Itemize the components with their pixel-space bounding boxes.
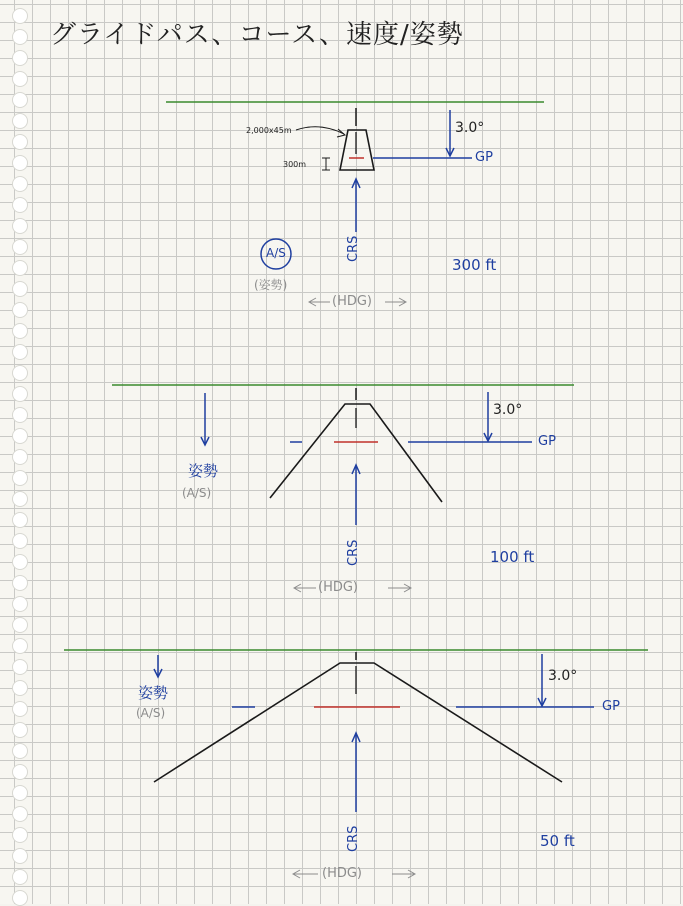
crs-label: CRS — [346, 539, 361, 566]
attitude-label: 姿勢 — [188, 462, 219, 480]
gp-angle-label: 3.0° — [493, 402, 523, 418]
gp-angle-label: 3.0° — [548, 668, 578, 684]
as-paren-label: (A/S) — [136, 706, 166, 720]
attitude-label: 姿勢 — [138, 684, 169, 702]
gp-label: GP — [602, 699, 620, 714]
attitude-paren-label: (姿勢) — [254, 278, 288, 292]
crs-label: CRS — [346, 235, 361, 262]
hdg-label: (HDG) — [332, 294, 373, 309]
hdg-label: (HDG) — [322, 866, 363, 881]
gp-label: GP — [538, 434, 556, 449]
altitude-label: 50 ft — [540, 832, 575, 850]
panel-300ft — [166, 102, 544, 306]
page-title: グライドパス、コース、速度/姿勢 — [50, 20, 464, 50]
crs-label: CRS — [346, 825, 361, 852]
as-paren-label: (A/S) — [182, 486, 212, 500]
runway-size-pointer — [296, 127, 344, 134]
altitude-label: 300 ft — [452, 256, 497, 274]
gp-angle-label: 3.0° — [455, 120, 485, 136]
runway-shape — [154, 663, 562, 782]
as-label: A/S — [266, 246, 286, 260]
hdg-label: (HDG) — [318, 580, 359, 595]
distance-label: 300m — [283, 160, 307, 169]
gp-label: GP — [475, 150, 493, 165]
altitude-label: 100 ft — [490, 548, 535, 566]
runway-shape — [340, 130, 374, 170]
runway-size-label: 2,000x45m — [246, 126, 292, 135]
